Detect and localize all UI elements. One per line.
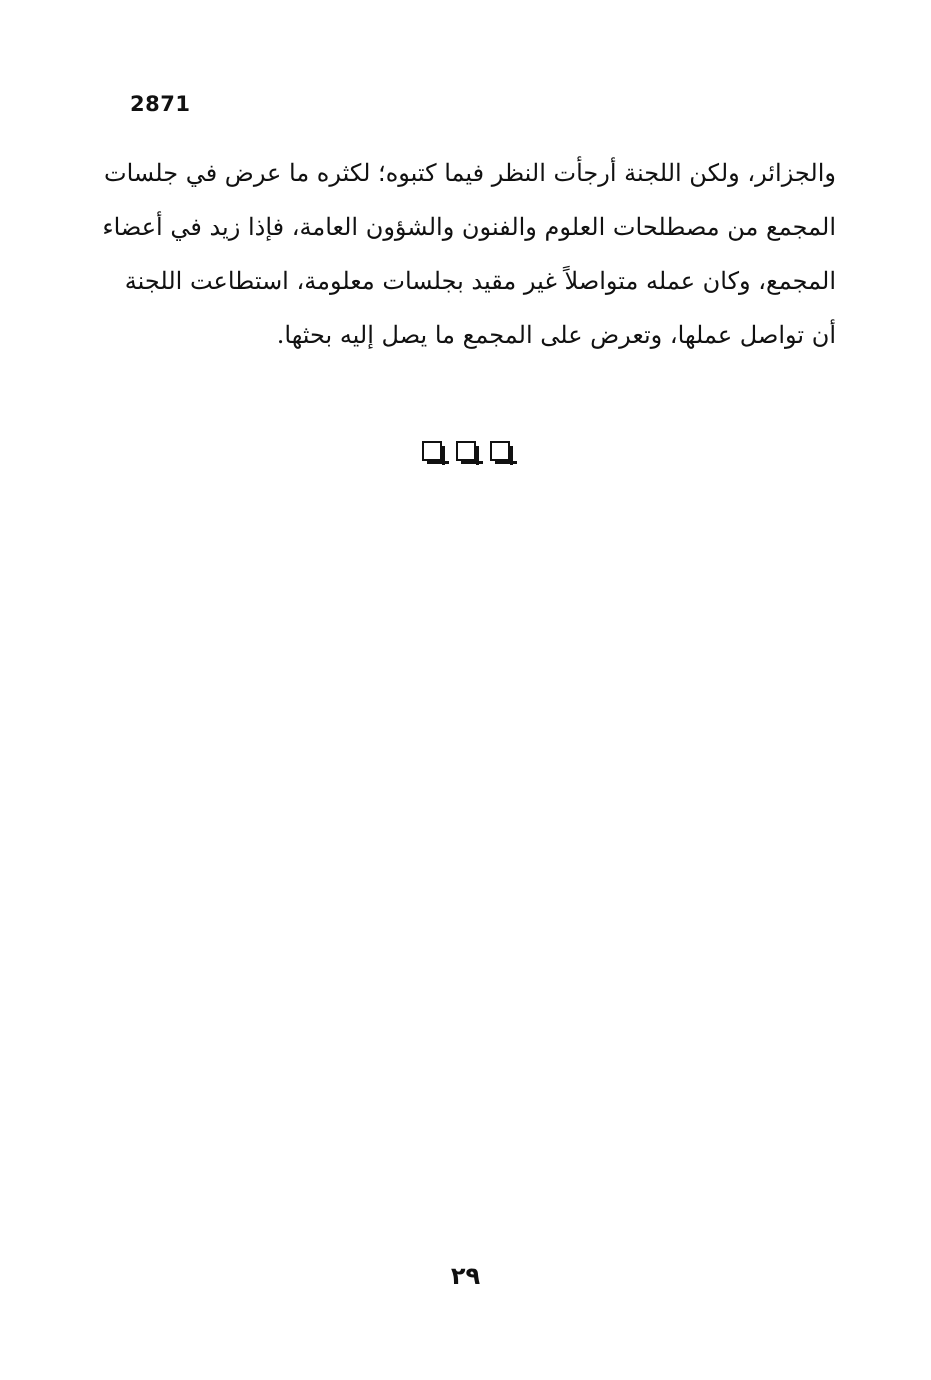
scan-number: 2871 [130,92,191,116]
square-ornament-icon [422,441,442,461]
paragraph-line: المجمع، وكان عمله متواصلاً غير مقيد بجلسات معلومة، استطاعت اللجنة [124,267,836,295]
page-number: ٢٩ [450,1262,481,1290]
paragraph-line: أن تواصل عملها، وتعرض على المجمع ما يصل إليه بحثها. [276,321,836,349]
square-ornament-icon [456,441,476,461]
paragraph-line: المجمع من مصطلحات العلوم والفنون والشؤون العامة، فإذا زيد في أعضاء [102,213,836,241]
section-separator [0,441,931,461]
paragraph-line: والجزائر، ولكن اللجنة أرجأت النظر فيما كتبوه؛ لكثره ما عرض في جلسات [103,159,836,187]
square-ornament-icon [490,441,510,461]
body-paragraph [102,146,836,362]
